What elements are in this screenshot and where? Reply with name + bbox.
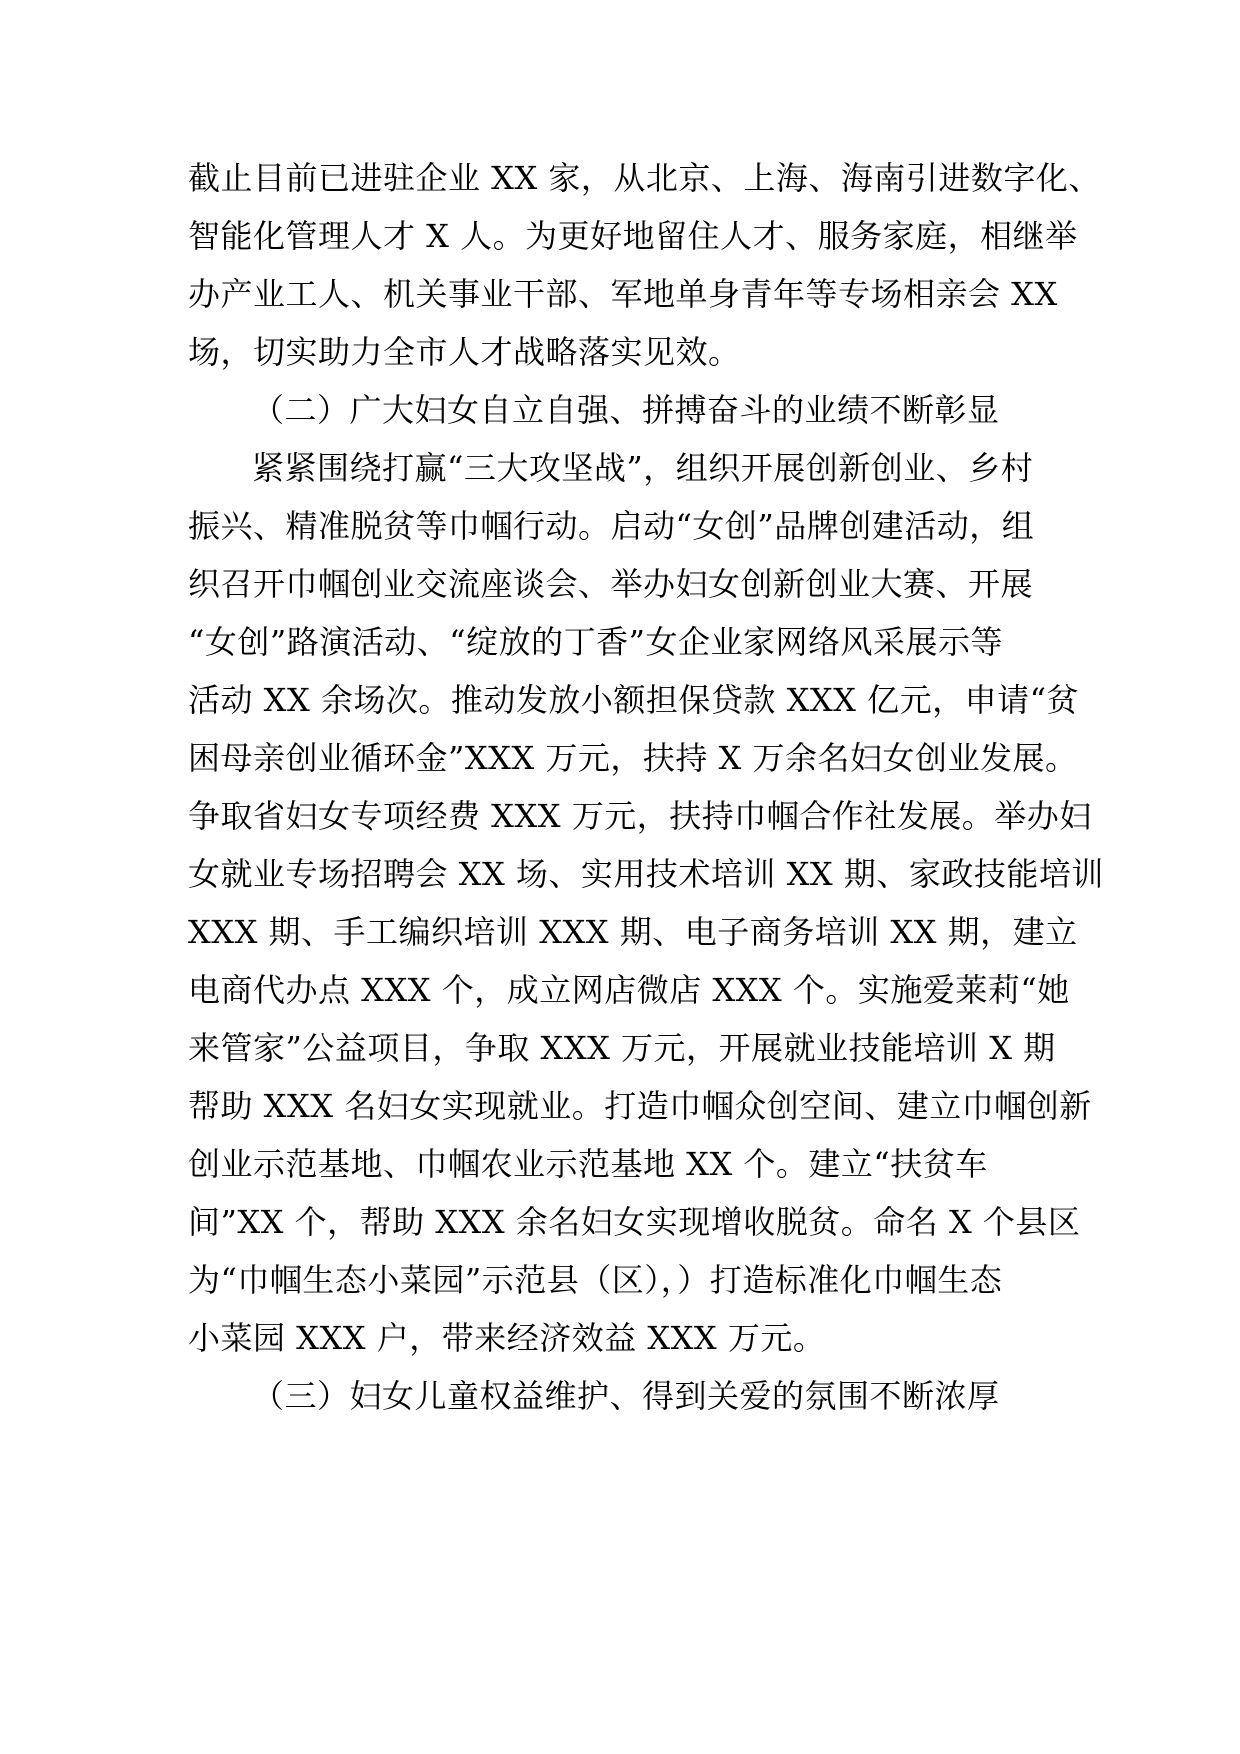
text-line: 电商代办点 XXX 个，成立网店微店 XXX 个。实施爱莱莉“她 [188, 971, 1070, 1009]
text-line: 办产业工人、机关事业干部、军地单身青年等专场相亲会 XX [188, 275, 1058, 313]
text-line: 帮助 XXX 名妇女实现就业。打造巾帼众创空间、建立巾帼创新 [188, 1087, 1092, 1125]
text-line: 振兴、精准脱贫等巾帼行动。启动“女创”品牌创建活动，组 [188, 507, 1035, 545]
text-line: 智能化管理人才 X 人。为更好地留住人才、服务家庭，相继举 [188, 217, 1078, 255]
text-line: 女就业专场招聘会 XX 场、实用技术培训 XX 期、家政技能培训 [188, 855, 1104, 893]
text-line: 间”XX 个，帮助 XXX 余名妇女实现增收脱贫。命名 X 个县区 [188, 1203, 1081, 1241]
text-line: XXX 期、手工编织培训 XXX 期、电子商务培训 XX 期，建立 [188, 913, 1078, 951]
text-line: 紧紧围绕打赢“三大攻坚战”，组织开展创新创业、乡村 [252, 449, 1034, 487]
text-line: 来管家”公益项目，争取 XXX 万元，开展就业技能培训 X 期 [188, 1029, 1056, 1067]
text-line: 织召开巾帼创业交流座谈会、举办妇女创新创业大赛、开展 [188, 565, 1034, 603]
text-line: 争取省妇女专项经费 XXX 万元，扶持巾帼合作社发展。举办妇 [188, 797, 1092, 835]
text-line: 小菜园 XXX 户，带来经济效益 XXX 万元。 [188, 1319, 826, 1357]
text-line: 为“巾帼生态小菜园”示范县（区），）打造标准化巾帼生态 [188, 1261, 1003, 1299]
text-line: 活动 XX 余场次。推动发放小额担保贷款 XXX 亿元，申请“贫 [188, 681, 1079, 719]
text-line: 场，切实助力全市人才战略落实见效。 [188, 333, 741, 371]
section-heading: （三）妇女儿童权益维护、得到关爱的氛围不断浓厚 [252, 1377, 1000, 1415]
text-line: “女创”路演活动、“绽放的丁香”女企业家网络风采展示等 [188, 623, 1003, 661]
text-line: 截止目前已进驻企业 XX 家，从北京、上海、海南引进数字化、 [188, 159, 1101, 197]
text-line: 困母亲创业循环金”XXX 万元，扶持 X 万余名妇女创业发展。 [188, 739, 1078, 777]
section-heading: （二）广大妇女自立自强、拼搏奋斗的业绩不断彰显 [252, 391, 1000, 429]
text-line: 创业示范基地、巾帼农业示范基地 XX 个。建立“扶贫车 [188, 1145, 988, 1183]
